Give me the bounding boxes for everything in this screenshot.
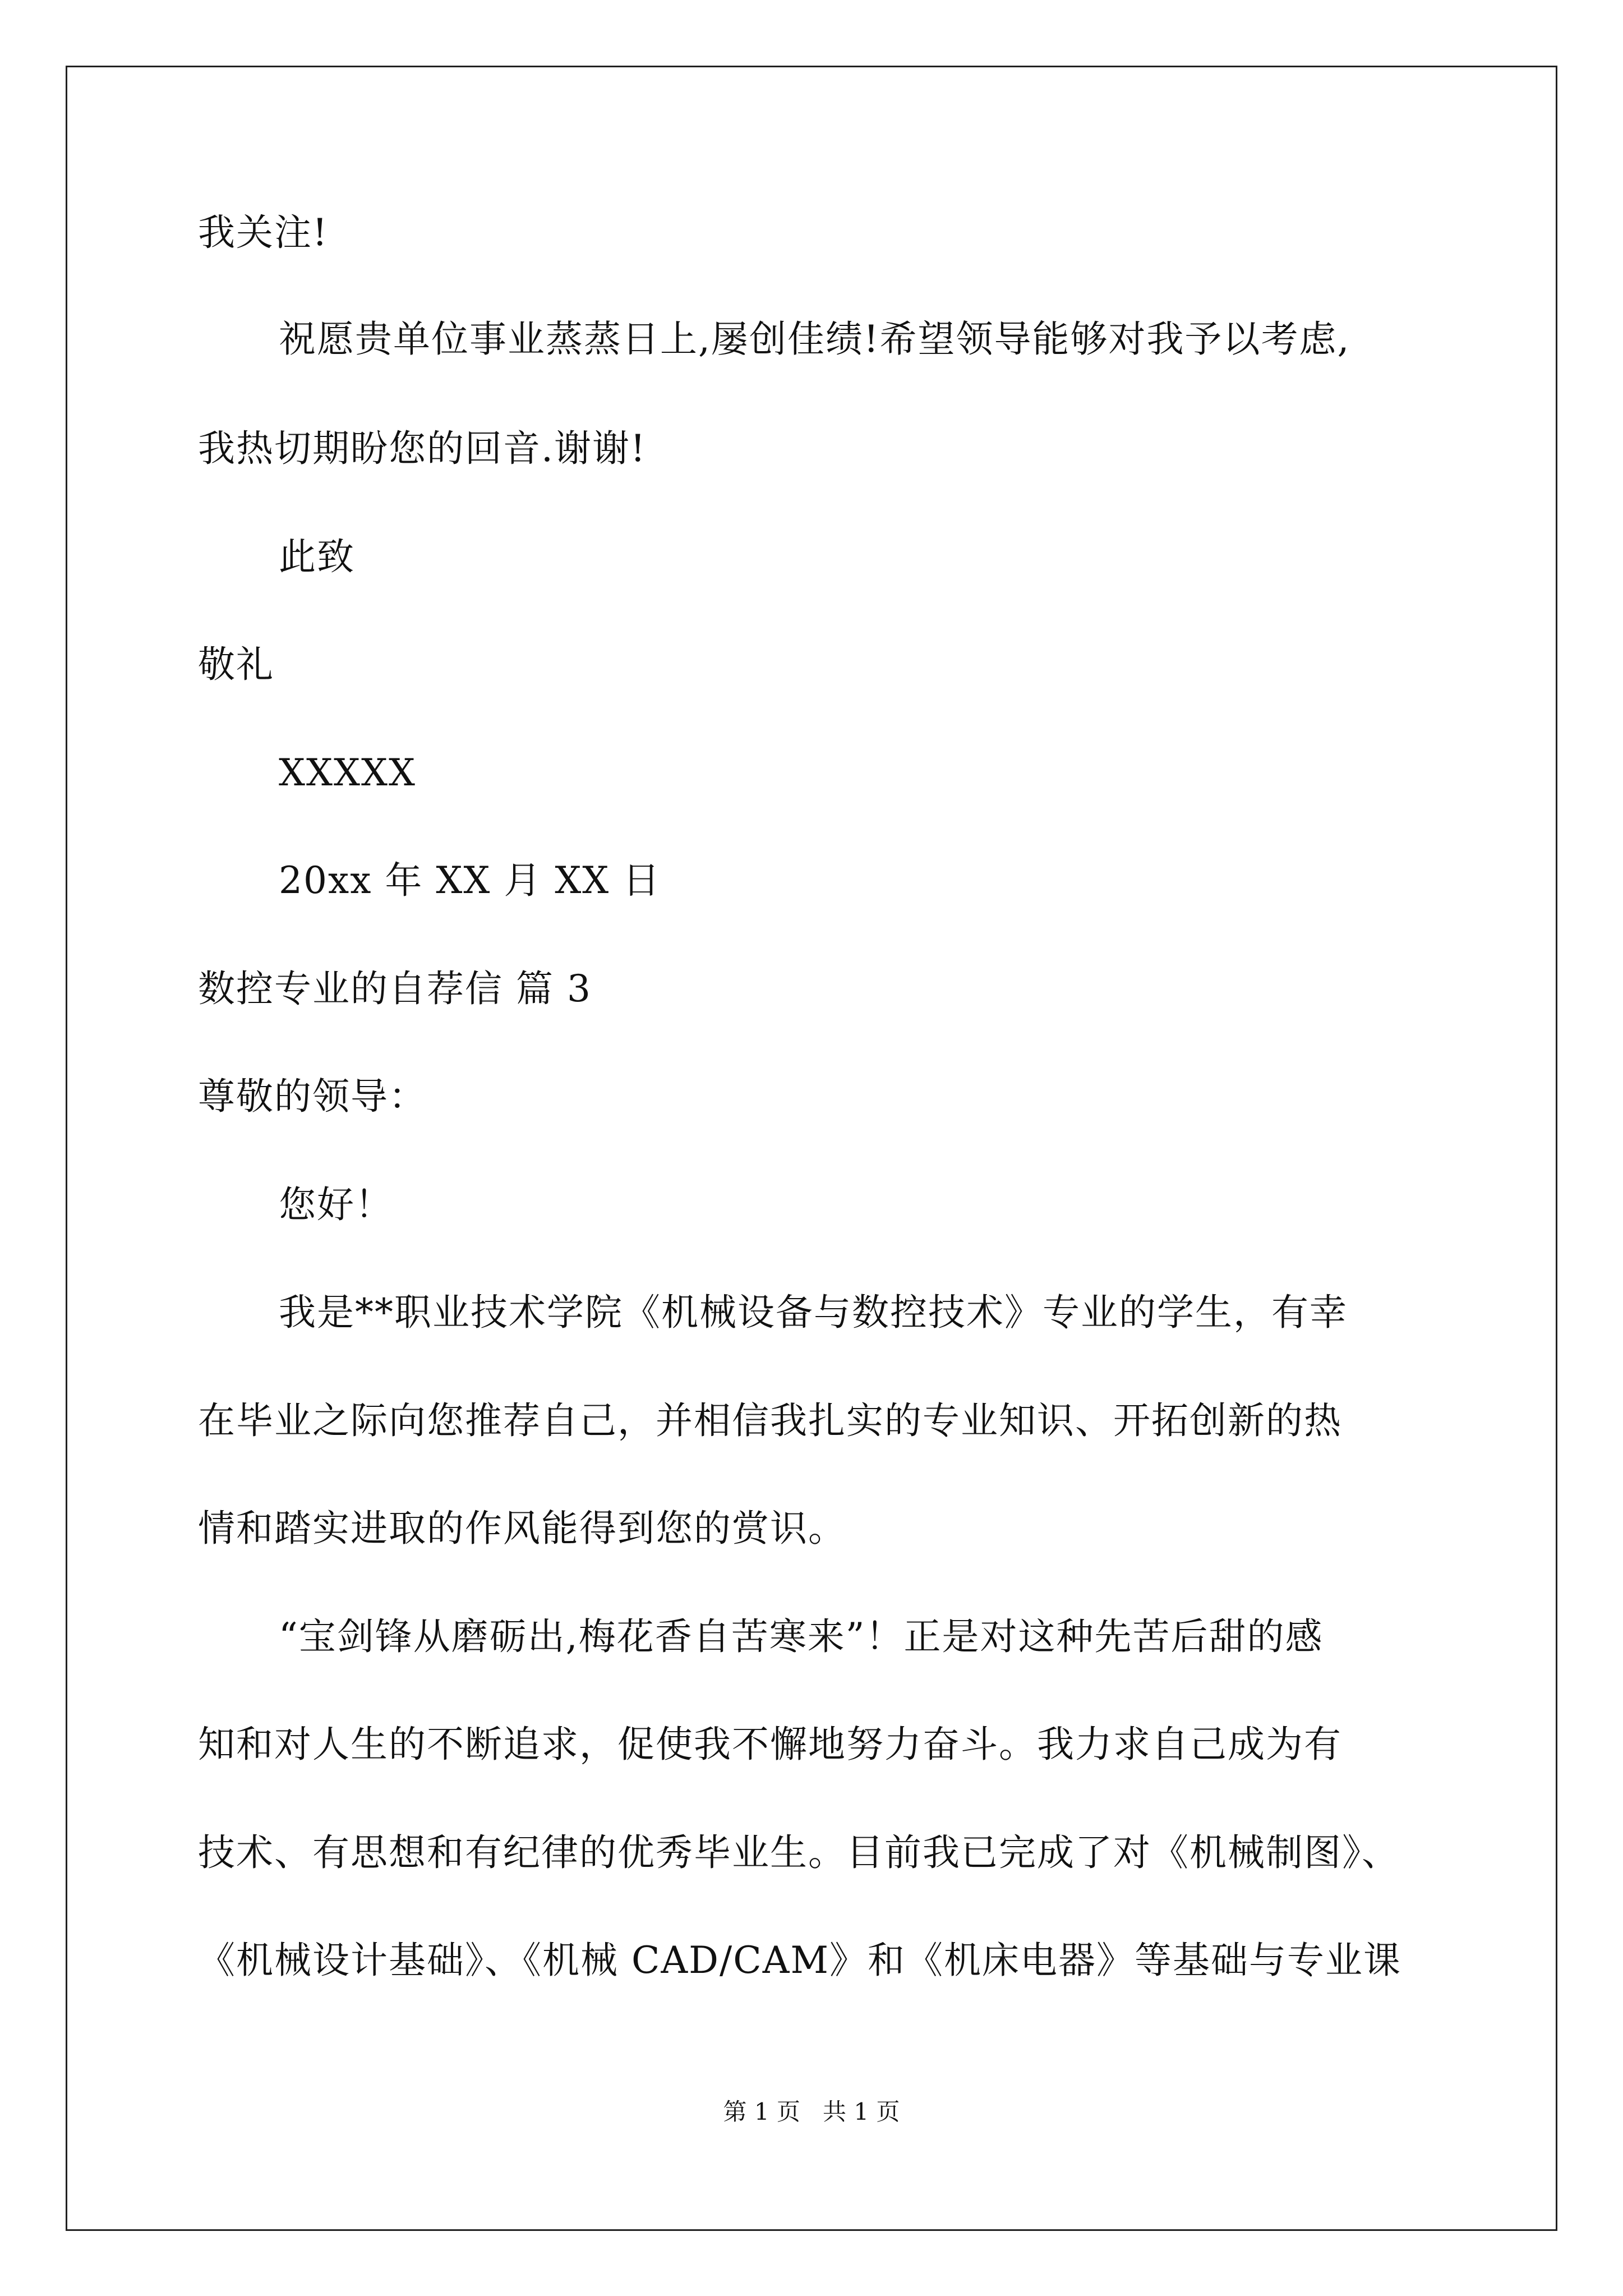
text-line-14: “宝剑锋从磨砺出,梅花香自苦寒来”！正是对这种先苦后甜的感 [279, 1615, 1324, 1658]
text-line-4: 此致 [279, 535, 355, 578]
text-line-6: XXXXX [279, 751, 416, 794]
text-line-17: 《机械设计基础》、《机械 CAD/CAM》和《机床电器》等基础与专业课 [198, 1939, 1402, 1982]
text-line-5: 敬礼 [198, 643, 274, 686]
text-line-3: 我热切期盼您的回音.谢谢! [198, 427, 647, 470]
text-line-15: 知和对人生的不断追求，促使我不懈地努力奋斗。我力求自己成为有 [198, 1723, 1342, 1766]
text-line-7: 20xx 年 XX 月 XX 日 [279, 859, 661, 902]
text-line-8: 数控专业的自荐信 篇 3 [198, 967, 592, 1010]
text-line-11: 我是**职业技术学院《机械设备与数控技术》专业的学生，有幸 [279, 1291, 1348, 1334]
text-line-1: 我关注! [198, 211, 329, 254]
text-line-16: 技术、有思想和有纪律的优秀毕业生。目前我已完成了对《机械制图》、 [198, 1831, 1400, 1874]
page-border [66, 66, 1557, 2231]
text-line-10: 您好！ [279, 1183, 393, 1226]
page-footer: 第 1 页 共 1 页 [723, 2098, 900, 2125]
text-line-9: 尊敬的领导： [198, 1075, 427, 1118]
text-line-12: 在毕业之际向您推荐自己，并相信我扎实的专业知识、开拓创新的热 [198, 1399, 1342, 1442]
text-line-13: 情和踏实进取的作风能得到您的赏识。 [198, 1507, 846, 1550]
text-line-2: 祝愿贵单位事业蒸蒸日上,屡创佳绩!希望领导能够对我予以考虑, [279, 318, 1350, 361]
